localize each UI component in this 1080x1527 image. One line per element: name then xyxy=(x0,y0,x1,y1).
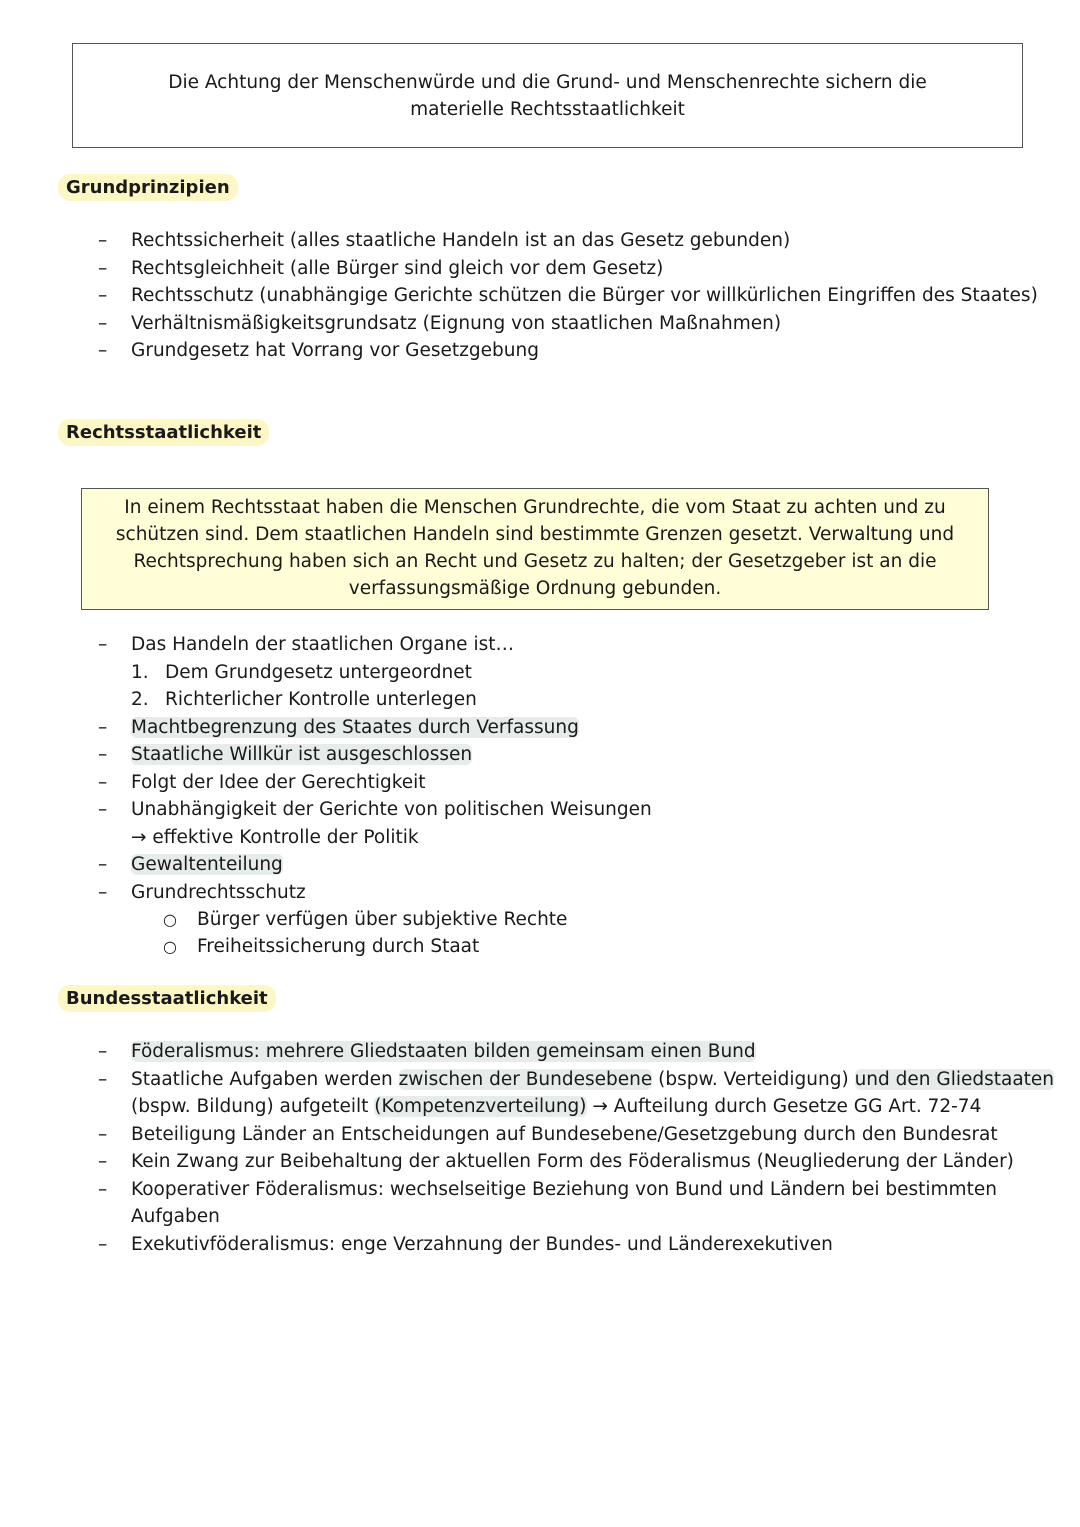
list-item: – Beteiligung Länder an Entscheidungen auf Bundesebene/Gesetzgebung durch den Bundesrat xyxy=(98,1123,998,1145)
heading-grundprinzipien: Grundprinzipien xyxy=(58,174,238,201)
bullet-item: ○ Freiheitssicherung durch Staat xyxy=(0,933,1080,960)
definition-box xyxy=(81,488,989,610)
list-bundesstaatlichkeit xyxy=(0,1038,1080,1258)
list-rechtsstaatlichkeit xyxy=(0,631,1080,960)
numbered-item: 2. Richterlicher Kontrolle unterlegen xyxy=(131,689,477,710)
list-grundprinzipien xyxy=(0,227,1080,365)
list-item: – Staatliche Aufgaben werden zwischen der Bundesebene (bspw. Verteidigung) und den Gliedstaaten (bspw. Bildung) aufgeteilt (Kompetenzverteilung) → Aufteilung durch Gesetze GG Art. 72-74 xyxy=(98,1068,1055,1117)
list-item: – Verhältnismäßigkeitsgrundsatz (Eignung von staatlichen Maßnahmen) xyxy=(98,312,782,334)
circle-bullet-icon: ○ xyxy=(163,937,177,956)
list-item: – Exekutivföderalismus: enge Verzahnung der Bundes- und Länderexekutiven xyxy=(98,1233,833,1255)
list-item: – Machtbegrenzung des Staates durch Verfassung xyxy=(98,716,579,738)
list-item: – Rechtsschutz (unabhängige Gerichte schützen die Bürger vor willkürlichen Eingriffen des Staates) xyxy=(98,285,1038,306)
list-item: – Unabhängigkeit der Gerichte von politischen Weisungen xyxy=(98,799,652,820)
list-item: – Rechtsgleichheit (alle Bürger sind gleich vor dem Gesetz) xyxy=(98,257,664,279)
list-item: – Rechtssicherheit (alles staatliche Handeln ist an das Gesetz gebunden) xyxy=(98,230,791,251)
heading-rechtsstaatlichkeit: Rechtsstaatlichkeit xyxy=(58,419,269,446)
heading-bundesstaatlichkeit: Bundesstaatlichkeit xyxy=(58,985,276,1012)
numbered-item: 1. Dem Grundgesetz untergeordnet xyxy=(131,661,472,683)
bullet-item: ○ Bürger verfügen über subjektive Rechte xyxy=(0,906,1080,933)
list-item: – Kein Zwang zur Beibehaltung der aktuellen Form des Föderalismus (Neugliederung der Länder) xyxy=(98,1151,1014,1172)
arrow-note: → effektive Kontrolle der Politik xyxy=(131,826,419,848)
list-item: – Grundrechtsschutz xyxy=(98,881,306,903)
circle-bullet-icon: ○ xyxy=(163,910,177,929)
list-item: – Folgt der Idee der Gerechtigkeit xyxy=(98,771,426,793)
list-item: – Föderalismus: mehrere Gliedstaaten bilden gemeinsam einen Bund xyxy=(98,1041,756,1062)
definition-text: In einem Rechtsstaat haben die Menschen Grundrechte, die vom Staat zu achten und zu schützen sind. Dem staatlichen Handeln sind bestimmte Grenzen gesetzt. Verwaltung und Rechtsprechung haben sich an Recht und Gesetz zu halten; der Gesetzgeber ist an die verfassungsmäßige Ordnung gebunden. xyxy=(115,497,955,599)
list-item: – Gewaltenteilung xyxy=(98,854,283,875)
intro-box xyxy=(72,43,1023,148)
list-item: – Das Handeln der staatlichen Organe ist… xyxy=(98,634,514,655)
list-item: – Grundgesetz hat Vorrang vor Gesetzgebung xyxy=(98,340,539,361)
list-item: – Kooperativer Föderalismus: wechselseitige Beziehung von Bund und Ländern bei bestimmten Aufgaben xyxy=(98,1178,997,1227)
list-item: – Staatliche Willkür ist ausgeschlossen xyxy=(98,744,473,765)
intro-text: Die Achtung der Menschenwürde und die Grund- und Menschenrechte sichern die materielle Rechtsstaatlichkeit xyxy=(168,71,927,120)
